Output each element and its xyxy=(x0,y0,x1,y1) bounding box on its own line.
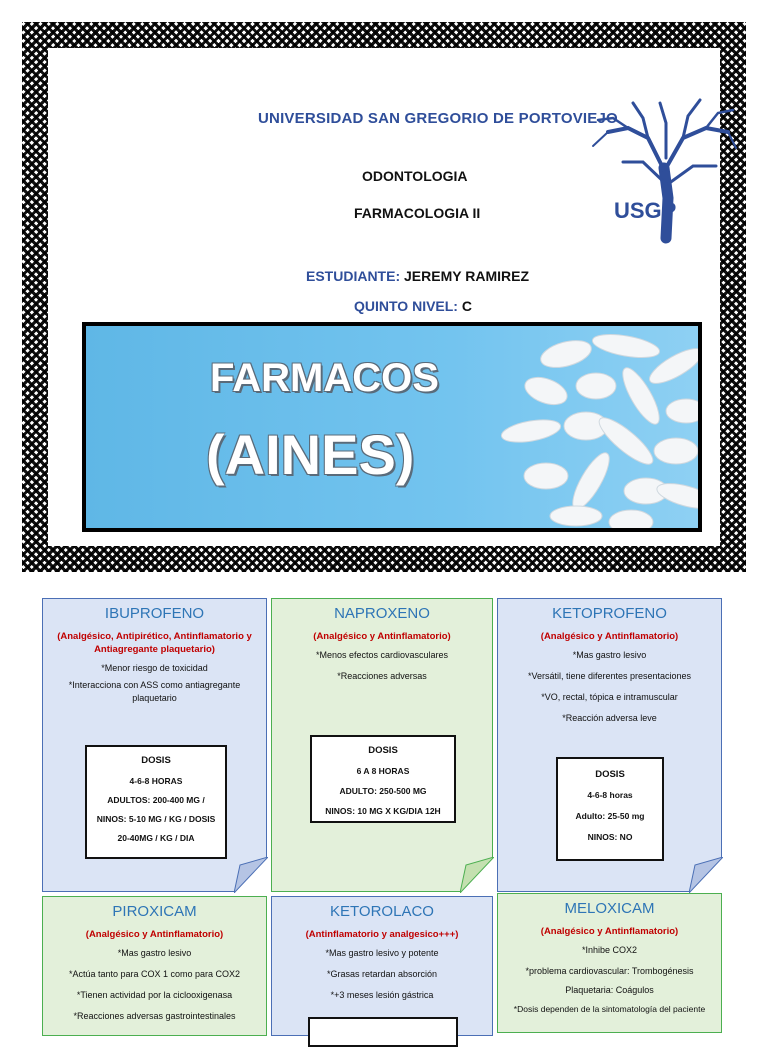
card-point: *Versátil, tiene diferentes presentaciones xyxy=(527,671,692,681)
card-point: *VO, rectal, tópica e intramuscular xyxy=(541,692,678,702)
card-title: IBUPROFENO xyxy=(104,605,205,622)
card-title: KETOROLACO xyxy=(330,903,434,920)
university-title: UNIVERSIDAD SAN GREGORIO DE PORTOVIEJO xyxy=(258,110,618,127)
cover-frame xyxy=(22,22,746,572)
card-ketorolaco xyxy=(271,896,493,1036)
card-type: (Analgésico, Antipirético, Antinflamatorio y Antiagregante plaquetario) xyxy=(57,631,252,655)
level-label: QUINTO NIVEL: xyxy=(354,298,458,314)
dose-line: 20-40MG / KG / DIA xyxy=(117,833,195,843)
page-fold-icon xyxy=(234,857,268,893)
banner-title-line2: (AINES) xyxy=(206,423,415,486)
dose-line: NINOS: 10 MG X KG/DIA 12H xyxy=(325,806,441,816)
card-title: PIROXICAM xyxy=(112,903,197,920)
dose-line: NINOS: 5-10 MG / KG / DOSIS xyxy=(96,814,216,824)
card-point: *Menos efectos cardiovasculares xyxy=(315,650,449,660)
level-value: C xyxy=(461,298,472,314)
dose-title: DOSIS xyxy=(595,769,625,780)
dose-box xyxy=(556,757,664,861)
card-point: *Reacciones adversas gastrointestinales xyxy=(73,1011,236,1021)
card-point: *Reacciones adversas xyxy=(337,671,427,681)
card-point: *Mas gastro lesivo xyxy=(572,650,647,660)
card-point: *+3 meses lesión gástrica xyxy=(330,990,434,1000)
page-fold-icon xyxy=(689,857,723,893)
card-point: *Interacciona con ASS como antiagregante plaquetario xyxy=(68,680,241,703)
career-label: ODONTOLOGIA xyxy=(362,168,468,184)
student-line xyxy=(306,268,529,284)
card-point: *problema cardiovascular: Trombogénesis xyxy=(525,966,694,976)
card-title: KETOPROFENO xyxy=(552,605,667,622)
dose-title: DOSIS xyxy=(368,745,398,756)
dose-box xyxy=(85,745,227,859)
banner xyxy=(82,322,702,532)
student-label: ESTUDIANTE: xyxy=(306,268,401,284)
logo-text: USGP xyxy=(614,198,677,223)
dose-box xyxy=(308,1017,458,1047)
dose-line: NINOS: NO xyxy=(587,832,633,842)
card-ibuprofeno xyxy=(42,598,267,892)
card-type: (Analgésico y Antinflamatorio) xyxy=(85,929,224,940)
card-type: (Analgésico y Antinflamatorio) xyxy=(313,631,451,642)
card-point: *Reacción adversa leve xyxy=(562,713,657,723)
card-point: *Actúa tanto para COX 1 como para COX2 xyxy=(68,969,241,979)
card-point: *Mas gastro lesivo y potente xyxy=(325,948,439,958)
card-point: *Grasas retardan absorción xyxy=(326,969,438,979)
dose-box xyxy=(310,735,456,823)
dose-line: 6 A 8 HORAS xyxy=(356,766,410,776)
card-type: (Analgésico y Antinflamatorio) xyxy=(540,631,679,642)
tree-logo-icon xyxy=(588,88,738,253)
dose-line: ADULTOS: 200-400 MG / xyxy=(107,795,205,805)
card-point: *Dosis dependen de la sintomatología del paciente xyxy=(513,1004,706,1014)
card-point: *Menor riesgo de toxicidad xyxy=(101,663,208,673)
card-point: *Mas gastro lesivo xyxy=(117,948,192,958)
dose-line: ADULTO: 250-500 MG xyxy=(339,786,427,796)
card-meloxicam xyxy=(497,893,722,1033)
subject-label: FARMACOLOGIA II xyxy=(354,205,481,221)
page-fold-icon xyxy=(460,857,494,893)
card-piroxicam xyxy=(42,896,267,1036)
card-type: (Antinflamatorio y analgesico+++) xyxy=(305,929,459,940)
dose-line: Adulto: 25-50 mg xyxy=(575,811,645,821)
dose-line: 4-6-8 HORAS xyxy=(129,776,183,786)
student-name: JEREMY RAMIREZ xyxy=(404,268,529,284)
banner-image xyxy=(86,326,698,528)
card-point: *Inhibe COX2 xyxy=(581,945,638,955)
level-line xyxy=(354,298,472,314)
banner-title-line1: FARMACOS xyxy=(210,356,439,400)
card-point: Plaquetaria: Coágulos xyxy=(565,985,654,995)
card-point: *Tienen actividad por la ciclooxigenasa xyxy=(76,990,233,1000)
card-type: (Analgésico y Antinflamatorio) xyxy=(540,926,679,937)
card-title: NAPROXENO xyxy=(334,605,430,622)
card-title: MELOXICAM xyxy=(564,900,655,917)
dose-title: DOSIS xyxy=(141,755,171,766)
dose-line: 4-6-8 horas xyxy=(587,790,633,800)
card-naproxeno xyxy=(271,598,493,892)
card-ketoprofeno xyxy=(497,598,722,892)
